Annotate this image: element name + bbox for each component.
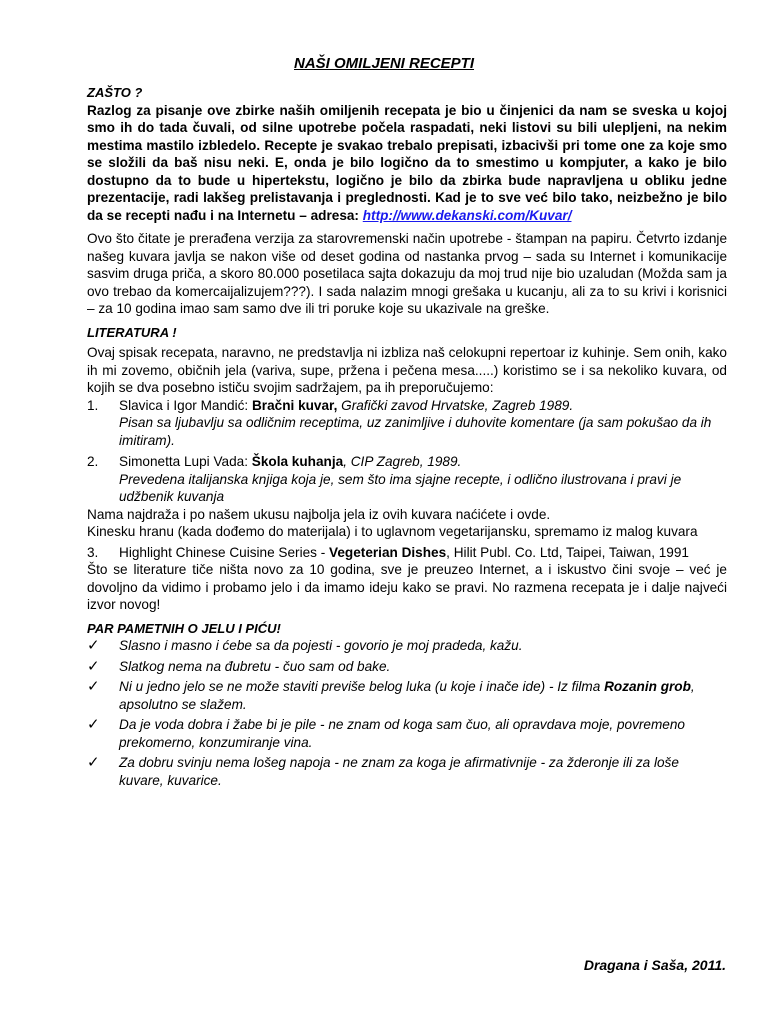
- saying-text: Slasno i masno i ćebe sa da pojesti - govorio je moj pradeda, kažu.: [119, 638, 523, 653]
- saying-text: Za dobru svinju nema lošeg napoja - ne znam za koga je afirmativnije - za žderonje ili za loše kuvare, kuvarice.: [119, 755, 679, 788]
- saying-item: [87, 754, 727, 789]
- saying-item: [87, 658, 727, 676]
- list-number: 1.: [87, 397, 99, 413]
- saying-item: [87, 716, 727, 751]
- section-heading-literature: LITERATURA !: [87, 324, 177, 340]
- saying-text-wrap: [119, 678, 727, 713]
- book-list-item: [87, 544, 727, 562]
- film-title: Rozanin grob: [604, 679, 691, 694]
- section-heading-sayings: PAR PAMETNIH O JELU I PIĆU!: [87, 620, 281, 636]
- book-title: Bračni kuvar,: [251, 397, 338, 413]
- list-number: 3.: [87, 544, 99, 560]
- literature-paragraph: Ovaj spisak recepata, naravno, ne predstavlja ni izbliza naš celokupni repertoar iz kuhinje. Sem onih, kako ih mi zovemo, običnih jela (variva, supe, pržena i pečena mesa.....) koristimo se i sa nekoliko kuvara, od kojih se dva posebno ističu svojim sadržajem, pa ih preporučujemo:: [87, 345, 727, 395]
- book-title: Vegeterian Dishes: [329, 544, 447, 560]
- book-publisher: Grafički zavod Hrvatske, Zagreb 1989.: [337, 397, 574, 413]
- book-note: Prevedena italijanska knjiga koja je, sem što ima sjajne recepte, i odlično ilustrovana i pravi je udžbenik kuvanja: [119, 471, 682, 504]
- saying-item: [87, 678, 727, 713]
- saying-text: Da je voda dobra i žabe bi je pile - ne znam od koga sam čuo, ali opravdava moje, povremeno prekomerno, konzumiranje vina.: [119, 717, 685, 750]
- book-title: Škola kuhanja: [251, 454, 344, 469]
- checkmark-icon: ✓: [87, 657, 100, 675]
- book-note: Pisan sa ljubavlju sa odličnim receptima, uz zanimljive i duhovite komentare (ja sam pokušao da ih imitiram).: [119, 415, 712, 448]
- checkmark-icon: ✓: [87, 754, 100, 771]
- sayings-list: [87, 637, 727, 789]
- kuvar-website-link[interactable]: http://www.dekanski.com/Kuvar/: [362, 207, 572, 223]
- book-list-item: [87, 397, 727, 450]
- list-number: 2.: [87, 454, 99, 469]
- book-author: Simonetta Lupi Vada:: [119, 454, 252, 469]
- saying-tail: , apsolutno se slažem.: [119, 679, 695, 712]
- book-publisher: , CIP Zagreb, 1989.: [343, 454, 462, 469]
- saying-text: Slatkog nema na đubretu - čuo sam od bake.: [119, 658, 391, 674]
- book-list: [87, 397, 727, 506]
- book-list-item: [87, 453, 727, 506]
- saying-item: [87, 637, 727, 655]
- document-title: NAŠI OMILJENI RECEPTI: [293, 55, 475, 72]
- literature-after-line2: Kinesku hranu (kada dođemo do materijala) i to uglavnom vegetarijansku, spremamo iz malog kuvara: [87, 524, 698, 539]
- document-body: [87, 84, 727, 789]
- book-publisher: , Hilit Publ. Co. Ltd, Taipei, Taiwan, 1991: [446, 544, 689, 560]
- why-paragraph: Ovo što čitate je prerađena verzija za starovremenski način upotrebe - štampan na papiru. Četvrto izdanje našeg kuvara javlja se nakon više od deset godina od nastanka prvog – sada su Internet i komunikacije sasvim druga priča, a skoro 80.000 posetilaca sajta dokazuju da moj trud nije bio uzaludan (Možda sam ja ovo trebao da komercaijalizujem???). I sada nalazim mnogi grešaka u kucanju, ali za to su krivi i korisnici – za 10 godina imao sam samo dve ili tri poruke koje su ukazivale na greške.: [87, 231, 727, 316]
- literature-after-line1: Nama najdraža i po našem ukusu najbolja jela iz ovih kuvara naćićete i ovde.: [87, 506, 551, 522]
- checkmark-icon: ✓: [87, 716, 100, 733]
- why-intro-text: Razlog za pisanje ove zbirke naših omiljenih recepata je bio u činjenici da nam se sveska u kojoj smo ih do tada čuvali, od silne upotrebe počela raspadati, neki listovi su bili ulepljeni, na nekim mestima mastilo izbledelo. Recepte je svakao trebalo prepisati, izbacivši pri tome one za koje smo se složili da baš nisu neki. E, onda je bilo logično da to smestimo u kompjuter, a kako je bilo dostupno da to bude u hipertekstu, logično je bilo da zbirka bude napravljena u obliku jedne prezentacije, radi lakšeg prelistavanja i preglednosti. Kad je to sve već bilo tako, neizbežno je bilo da se recepti nađu i na Internetu – adresa:: [87, 102, 727, 223]
- literature-closing: Što se literature tiče ništa novo za 10 godina, sve je preuzeo Internet, a i iskustvo čini svoje – već je dovoljno da vidimo i probamo jelo i da imamo ideju kako se pravi. No razmena recepata je i dalje najveći izvor novog!: [87, 562, 727, 612]
- book-author: Slavica i Igor Mandić:: [119, 397, 252, 413]
- signature: Dragana i Saša, 2011.: [583, 957, 726, 973]
- checkmark-icon: ✓: [87, 637, 100, 654]
- why-intro-paragraph: [87, 102, 727, 225]
- saying-text: Ni u jedno jelo se ne može staviti previše belog luka (u koje i inače ide) - Iz filma: [119, 679, 605, 694]
- book-list-2: [87, 544, 727, 562]
- book-author: Highlight Chinese Cuisine Series -: [119, 544, 330, 560]
- section-heading-why: ZAŠTO ?: [87, 85, 143, 100]
- checkmark-icon: ✓: [87, 678, 100, 695]
